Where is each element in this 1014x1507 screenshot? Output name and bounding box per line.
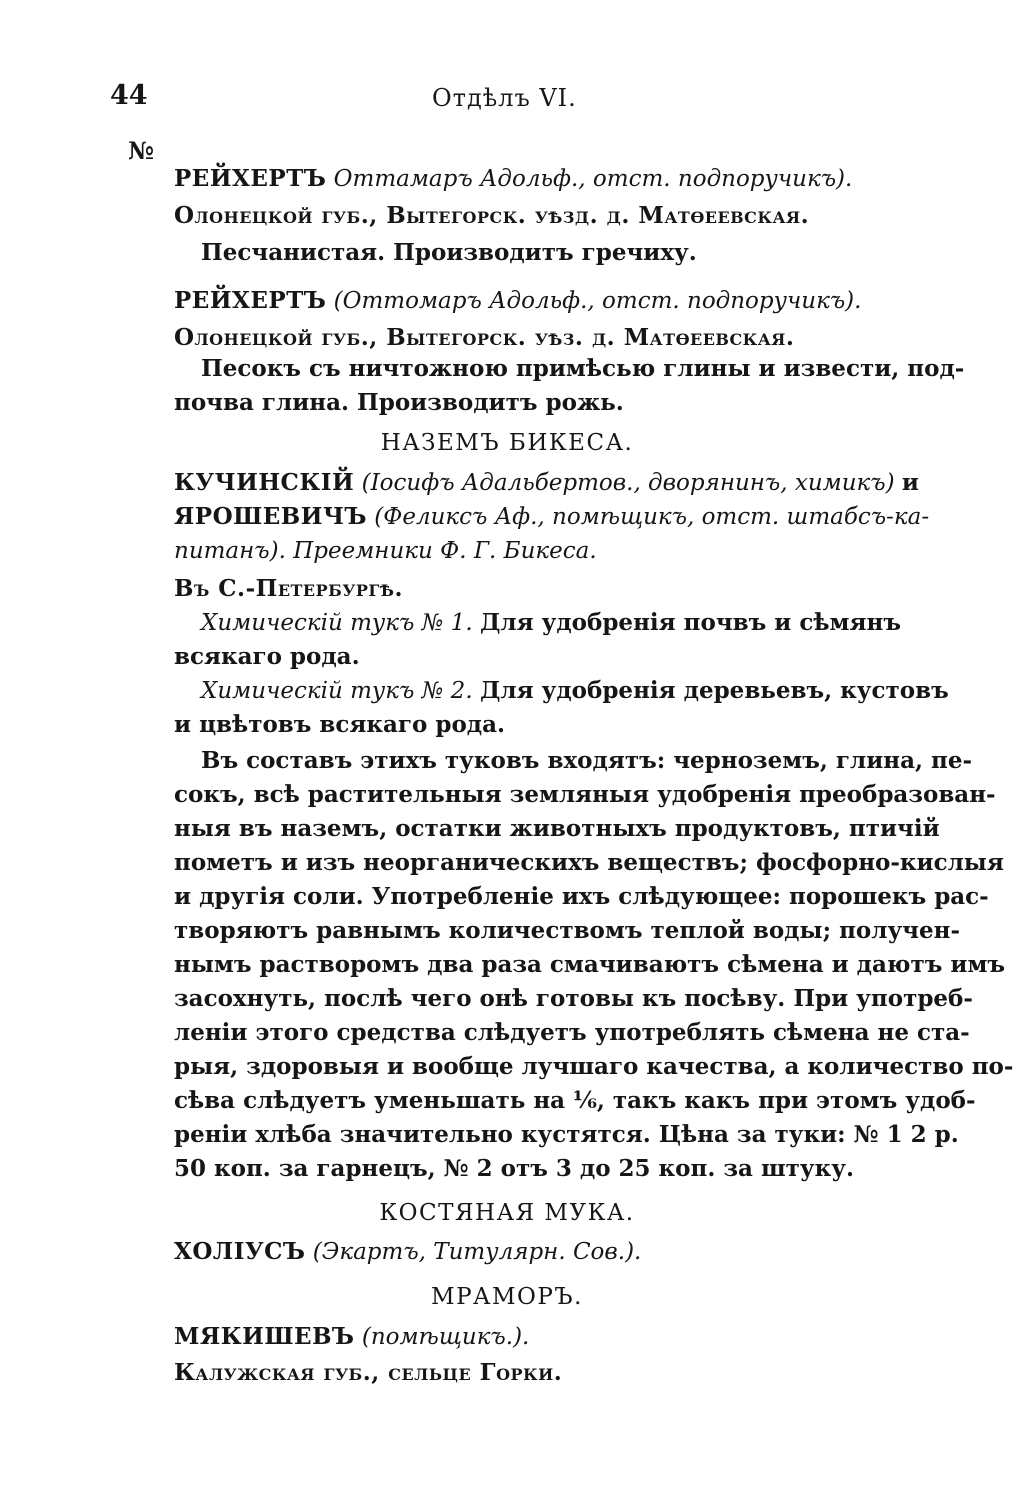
- section-heading-kostyanaya: КОСТЯНАЯ МУКА.: [379, 1200, 635, 1226]
- tuk-1-line2: всякаго рода.: [174, 643, 360, 670]
- paragraph-line: нымъ растворомъ два раза смачиваютъ сѣмена и даютъ имъ: [174, 951, 1006, 978]
- entry-reichert-2-location: [174, 321, 794, 355]
- paragraph-line: рыя, здоровыя и вообще лучшаго качества, а количество по-: [174, 1053, 1014, 1080]
- paragraph-line: ныя въ наземъ, остатки животныхъ продуктовъ, птичій: [174, 815, 940, 842]
- tuk-2-line2: и цвѣтовъ всякаго рода.: [174, 711, 506, 738]
- nazem-kuchinsky-line: [174, 466, 919, 500]
- entry-reichert-1-header: [174, 162, 852, 196]
- kostyanaya-entry: [174, 1235, 641, 1269]
- section-heading-mramor: МРАМОРЪ.: [431, 1284, 583, 1310]
- tuk-1-line: [201, 606, 901, 640]
- tuk-1-text: Для удобренія почвъ и сѣмянъ: [479, 609, 901, 636]
- entry-reichert-2-text-line2: почва глина. Производитъ рожь.: [174, 389, 624, 416]
- entry-details: (помѣщикъ.).: [361, 1324, 530, 1350]
- entry-reichert-2-header: [174, 284, 861, 318]
- paragraph-line: сокъ, всѣ растительныя земляныя удобренія преобразован-: [174, 781, 996, 808]
- paragraph-line: и другія соли. Употребленіе ихъ слѣдующее: порошекъ рас-: [174, 883, 989, 910]
- entry-details: (Оттомаръ Адольф., отст. подпоручикъ).: [333, 288, 862, 314]
- entry-details: Оттамаръ Адольф., отст. подпоручикъ).: [333, 166, 853, 192]
- nazem-city: Въ С.-Петербургѣ.: [174, 575, 403, 602]
- entry-location: Олонецкой губ., Вытегорск. уѣз. д. Матѳеевская.: [174, 324, 795, 351]
- paragraph-line: творяютъ равнымъ количествомъ теплой воды; получен-: [174, 917, 961, 944]
- entry-name: РЕЙХЕРТЪ: [174, 165, 327, 192]
- tuk-1-title: Химическій тукъ № 1.: [201, 610, 473, 636]
- nazem-yaroshevich-line: [174, 500, 930, 534]
- mramor-entry: [174, 1320, 529, 1354]
- entry-details: (Іосифъ Адальбертов., дворянинъ, химикъ): [361, 470, 895, 496]
- paragraph-line: пометъ и изъ неорганическихъ веществъ; фосфорно-кислыя: [174, 849, 1004, 876]
- paragraph-line: 50 коп. за гарнецъ, № 2 отъ 3 до 25 коп. за штуку.: [174, 1155, 854, 1182]
- tuk-2-line: [201, 674, 949, 708]
- entry-name: РЕЙХЕРТЪ: [174, 287, 327, 314]
- number-column-sign: №: [128, 136, 155, 165]
- entry-name: МЯКИШЕВЪ: [174, 1323, 355, 1350]
- tuk-2-title: Химическій тукъ № 2.: [201, 678, 473, 704]
- running-head: Отдѣлъ VI.: [432, 84, 577, 112]
- entry-name: КУЧИНСКІЙ: [174, 469, 355, 496]
- mramor-location: Калужская губ., сельце Горки.: [174, 1359, 563, 1386]
- paragraph-line: сѣва слѣдуетъ уменьшать на ⅙, такъ какъ при этомъ удоб-: [174, 1087, 976, 1114]
- conjunction: и: [901, 469, 919, 496]
- paragraph-line: Въ составъ этихъ туковъ входятъ: черноземъ, глина, пе-: [201, 747, 973, 774]
- entry-name: ХОЛІУСЪ: [174, 1238, 306, 1265]
- paragraph-line: леніи этого средства слѣдуетъ употреблять сѣмена не ста-: [174, 1019, 970, 1046]
- entry-location: Олонецкой губ., Вытегорск. уѣзд. д. Матѳеевская.: [174, 202, 810, 229]
- entry-reichert-1-text: Песчанистая. Производитъ гречиху.: [201, 239, 697, 266]
- entry-details: (Экартъ, Титулярн. Сов.).: [312, 1239, 642, 1265]
- entry-name: ЯРОШЕВИЧЪ: [174, 503, 367, 530]
- entry-reichert-1-location: [174, 199, 809, 233]
- paragraph-line: засохнуть, послѣ чего онѣ готовы къ посѣву. При употреб-: [174, 985, 973, 1012]
- entry-reichert-2-text-line1: Песокъ съ ничтожною примѣсью глины и извести, под-: [201, 355, 965, 382]
- tuk-2-text: Для удобренія деревьевъ, кустовъ: [479, 677, 949, 704]
- entry-details: (Феликсъ Аф., помѣщикъ, отст. штабсъ-ка-: [374, 504, 930, 530]
- section-heading-nazem: НАЗЕМЪ БИКЕСА.: [380, 430, 634, 456]
- nazem-successors-line: питанъ). Преемники Ф. Г. Бикеса.: [174, 538, 597, 564]
- page-number: 44: [110, 80, 148, 111]
- paragraph-line: реніи хлѣба значительно кустятся. Цѣна за туки: № 1 2 р.: [174, 1121, 959, 1148]
